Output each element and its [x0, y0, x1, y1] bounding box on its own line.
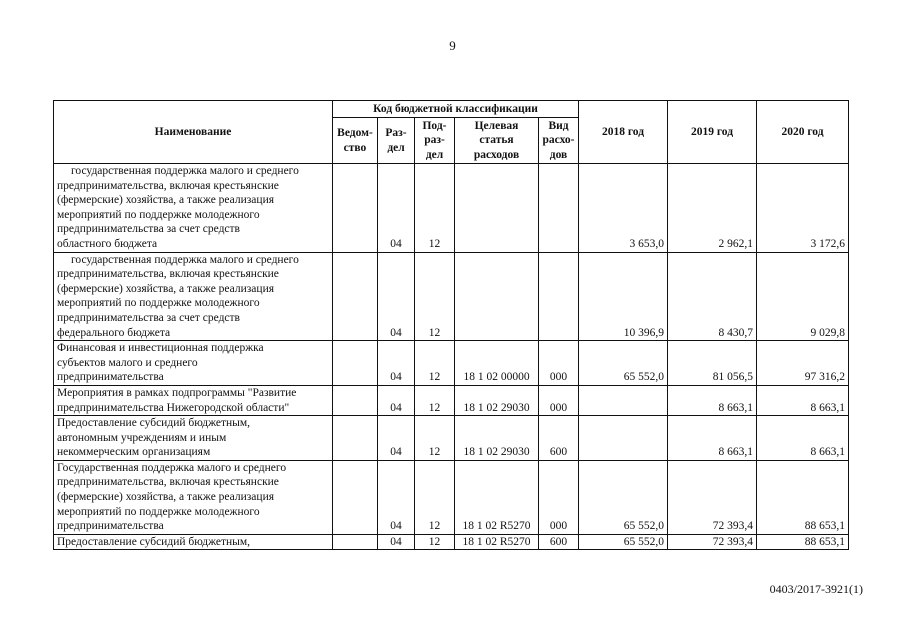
page-number: 9 [449, 38, 456, 53]
header-2020: 2020 год [757, 101, 849, 164]
row-podrazdel: 12 [415, 385, 455, 415]
row-2018 [579, 385, 668, 415]
row-2018: 10 396,9 [579, 252, 668, 341]
row-2018: 3 653,0 [579, 164, 668, 253]
row-celevaya: 18 1 02 00000 [455, 341, 539, 386]
table-row [54, 385, 849, 415]
row-celevaya: 18 1 02 29030 [455, 385, 539, 415]
row-2020: 8 663,1 [757, 416, 849, 461]
table-row [54, 252, 849, 341]
row-2019: 8 430,7 [668, 252, 757, 341]
row-name: Мероприятия в рамках подпрограммы "Развитие предпринимательства Нижегородской области" [54, 385, 333, 415]
table-row [54, 164, 849, 253]
row-vid: 600 [539, 416, 579, 461]
row-celevaya [455, 164, 539, 253]
table-row [54, 534, 849, 550]
row-2020: 9 029,8 [757, 252, 849, 341]
row-2018: 65 552,0 [579, 534, 668, 550]
header-podrazdel: Под- раз- дел [415, 118, 455, 164]
document-code: 0403/2017-3921(1) [769, 582, 863, 596]
row-vedomstvo [333, 341, 378, 386]
row-podrazdel: 12 [415, 252, 455, 341]
row-celevaya [455, 252, 539, 341]
header-vedomstvo: Ведом- ство [333, 118, 378, 164]
row-celevaya: 18 1 02 R5270 [455, 460, 539, 534]
header-celevaya: Целевая статья расходов [455, 118, 539, 164]
table-row [54, 341, 849, 386]
row-podrazdel: 12 [415, 341, 455, 386]
row-2019: 81 056,5 [668, 341, 757, 386]
row-name: Финансовая и инвестиционная поддержка субъектов малого и среднего предпринимательства [54, 341, 333, 386]
table-body [54, 164, 849, 550]
row-2019: 72 393,4 [668, 534, 757, 550]
row-2018 [579, 416, 668, 461]
row-razdel: 04 [378, 252, 415, 341]
header-code-group: Код бюджетной классификации [333, 101, 579, 118]
row-2019: 8 663,1 [668, 416, 757, 461]
row-razdel: 04 [378, 341, 415, 386]
row-razdel: 04 [378, 534, 415, 550]
budget-table [53, 100, 849, 550]
row-vid: 000 [539, 460, 579, 534]
row-name: Предоставление субсидий бюджетным, [54, 534, 333, 550]
row-vid: 600 [539, 534, 579, 550]
row-2019: 2 962,1 [668, 164, 757, 253]
row-2020: 97 316,2 [757, 341, 849, 386]
row-celevaya: 18 1 02 R5270 [455, 534, 539, 550]
row-vedomstvo [333, 416, 378, 461]
row-podrazdel: 12 [415, 164, 455, 253]
row-2019: 8 663,1 [668, 385, 757, 415]
row-vid [539, 252, 579, 341]
row-podrazdel: 12 [415, 416, 455, 461]
row-2020: 88 653,1 [757, 534, 849, 550]
row-razdel: 04 [378, 416, 415, 461]
row-name: Государственная поддержка малого и среднего предпринимательства, включая крестьянские (фермерские) хозяйства, а также реализация мероприятий по поддержке молодежного предпринимательства [54, 460, 333, 534]
table-row [54, 416, 849, 461]
row-vedomstvo [333, 252, 378, 341]
row-vedomstvo [333, 460, 378, 534]
row-2020: 88 653,1 [757, 460, 849, 534]
row-podrazdel: 12 [415, 460, 455, 534]
row-vid: 000 [539, 341, 579, 386]
row-vedomstvo [333, 534, 378, 550]
row-vid [539, 164, 579, 253]
header-razdel: Раз- дел [378, 118, 415, 164]
row-razdel: 04 [378, 164, 415, 253]
header-vid: Вид расхо- дов [539, 118, 579, 164]
row-vid: 000 [539, 385, 579, 415]
header-2019: 2019 год [668, 101, 757, 164]
row-2018: 65 552,0 [579, 341, 668, 386]
row-vedomstvo [333, 385, 378, 415]
table-row [54, 460, 849, 534]
row-2019: 72 393,4 [668, 460, 757, 534]
row-2020: 3 172,6 [757, 164, 849, 253]
row-celevaya: 18 1 02 29030 [455, 416, 539, 461]
row-name: государственная поддержка малого и среднего предпринимательства, включая крестьянские (фермерские) хозяйства, а также реализация мероприятий по поддержке молодежного предпринимательства за счет средств федерального бюджета [54, 252, 333, 341]
row-2018: 65 552,0 [579, 460, 668, 534]
row-razdel: 04 [378, 460, 415, 534]
row-name: Предоставление субсидий бюджетным, автономным учреждениям и иным некоммерческим организациям [54, 416, 333, 461]
row-2020: 8 663,1 [757, 385, 849, 415]
row-podrazdel: 12 [415, 534, 455, 550]
header-name: Наименование [54, 101, 333, 164]
row-razdel: 04 [378, 385, 415, 415]
row-name: государственная поддержка малого и среднего предпринимательства, включая крестьянские (фермерские) хозяйства, а также реализация мероприятий по поддержке молодежного предпринимательства за счет средств областного бюджета [54, 164, 333, 253]
header-2018: 2018 год [579, 101, 668, 164]
row-vedomstvo [333, 164, 378, 253]
